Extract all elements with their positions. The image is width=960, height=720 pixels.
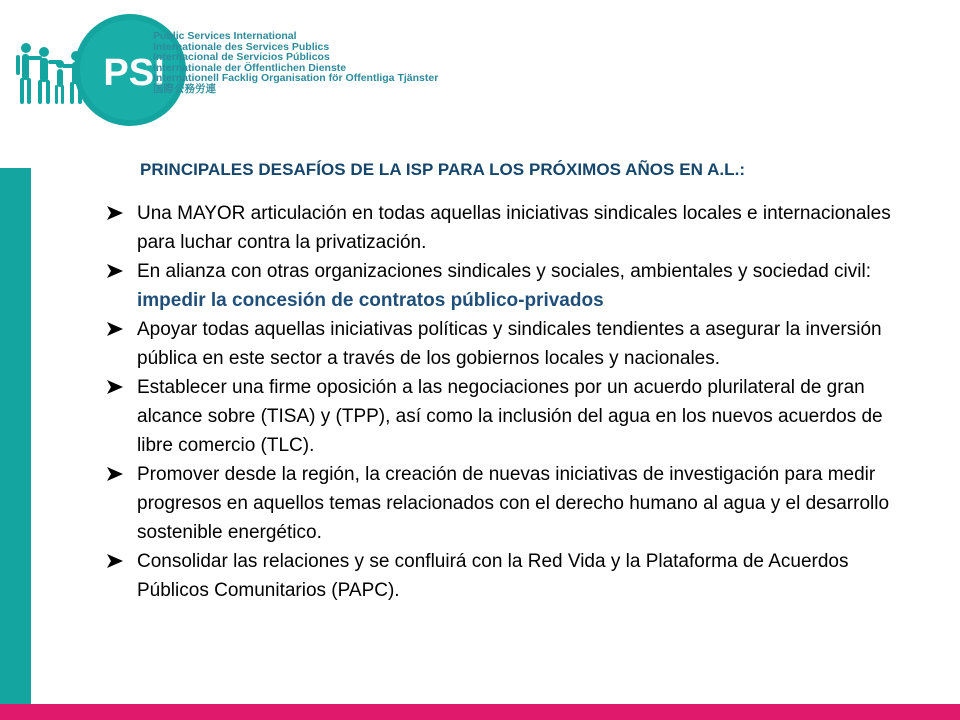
arrowhead-bullet-icon (106, 205, 124, 221)
org-name-sv: Internationell Facklig Organisation för Offentliga Tjänster (153, 72, 439, 85)
list-item (106, 257, 906, 315)
org-name-en: Public Services International (153, 30, 297, 42)
list-item (106, 460, 906, 547)
bullet-text: Consolidar las relaciones y se confluirá con la Red Vida y la Plataforma de Acuerdos Públicos Comunitarios (PAPC). (137, 551, 849, 601)
arrowhead-bullet-icon (106, 321, 124, 337)
bullet-text: Apoyar todas aquellas iniciativas políticas y sindicales tendientes a asegurar la inversión pública en este sector a través de los gobiernos locales y nacionales. (137, 319, 882, 369)
org-name-de: Internationale der Öffentlichen Dienste (153, 61, 347, 74)
psi-logo (10, 8, 450, 136)
list-item (106, 199, 906, 257)
org-name-ja: 国際公務労連 (153, 82, 216, 95)
arrowhead-bullet-icon (106, 263, 124, 279)
org-name-es: Internacional de Servicios Públicos (153, 51, 330, 64)
list-item (106, 373, 906, 460)
slide-title: PRINCIPALES DESAFÍOS DE LA ISP PARA LOS PRÓXIMOS AÑOS EN A.L.: (140, 160, 746, 179)
bullet-text: En alianza con otras organizaciones sindicales y sociales, ambientales y sociedad civil: (137, 261, 871, 282)
logo-text: PSI (103, 52, 165, 94)
bottom-accent-bar (0, 704, 960, 720)
bullet-text: Una MAYOR articulación en todas aquellas iniciativas sindicales locales e internacionales para luchar contra la privatización. (137, 203, 891, 253)
list-item (106, 547, 906, 605)
bullet-list (106, 199, 906, 605)
arrowhead-bullet-icon (106, 379, 124, 395)
arrowhead-bullet-icon (106, 466, 124, 482)
bullet-highlight: impedir la concesión de contratos público-privados (137, 290, 604, 311)
left-accent-bar (0, 168, 31, 704)
organization-names (153, 31, 438, 95)
bullet-text: Promover desde la región, la creación de nuevas iniciativas de investigación para medir progresos en aquellos temas relacionados con el derecho humano al agua y el desarrollo sostenible energético. (137, 464, 890, 543)
arrowhead-bullet-icon (106, 553, 124, 569)
bullet-text: Establecer una firme oposición a las negociaciones por un acuerdo plurilateral de gran alcance sobre (TISA) y (TPP), así como la inclusión del agua en los nuevos acuerdos de libre comercio (TLC). (137, 377, 883, 456)
org-name-fr: Internationale des Services Publics (153, 40, 330, 53)
list-item (106, 315, 906, 373)
